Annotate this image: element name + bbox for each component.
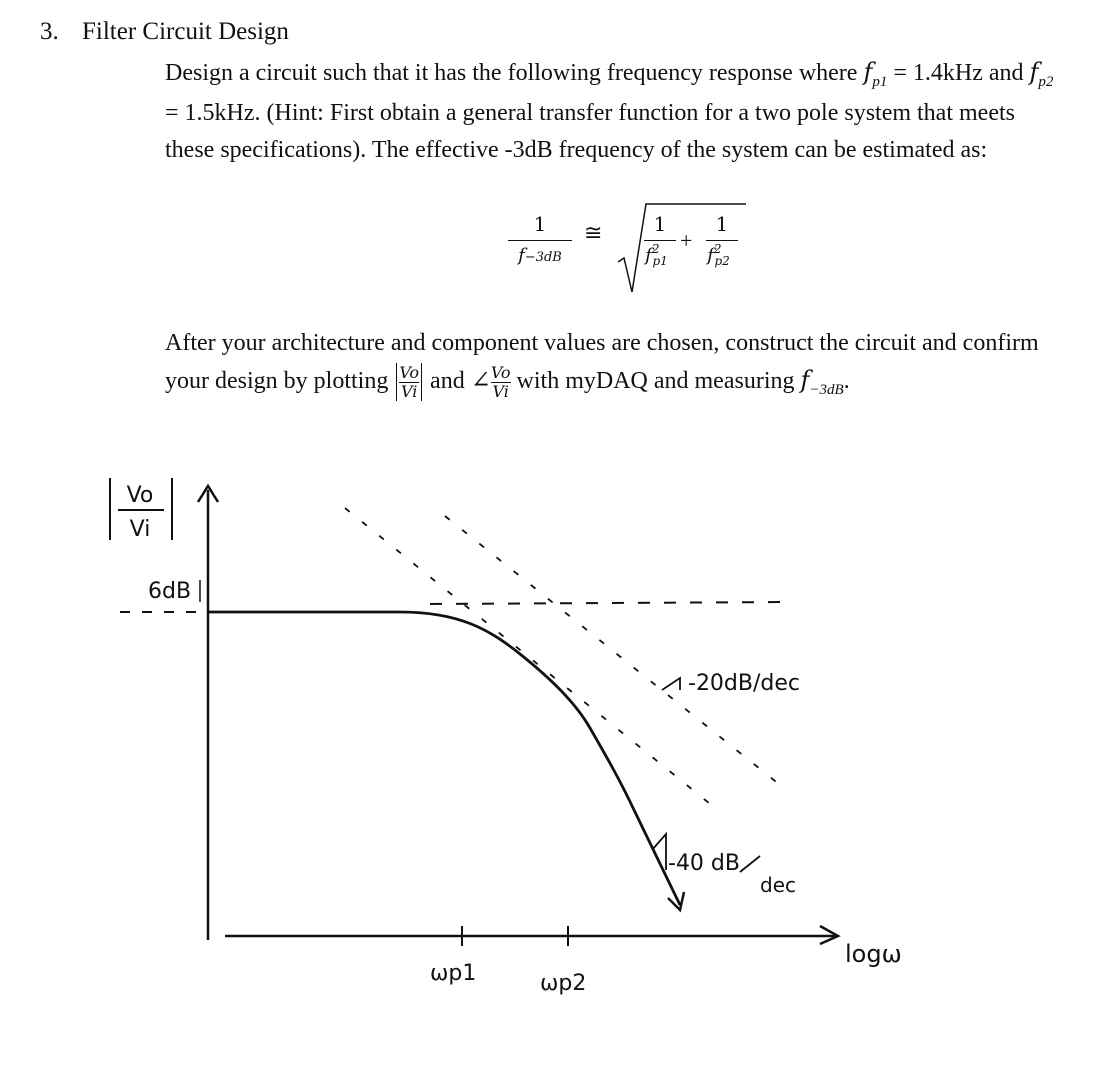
x-axis-label: logω — [845, 940, 902, 968]
term2-fraction — [706, 212, 738, 266]
paragraph-instructions — [165, 325, 1065, 403]
slope-20-asymptote-1 — [345, 508, 720, 812]
term2-sup: 2 — [713, 242, 722, 256]
problem-title: Filter Circuit Design — [82, 18, 289, 45]
y-axis-label — [110, 478, 172, 542]
magnitude-fraction: $\frac{Vo}{Vi}$ — [399, 362, 420, 401]
response-curve — [208, 612, 680, 905]
para2-and-angle: and ∠ — [424, 368, 491, 394]
f3db-formula — [500, 200, 760, 300]
fp1-subscript: p1 — [872, 74, 888, 90]
approx-sign: ≅ — [584, 220, 603, 245]
slope2-label: -40 dB — [668, 851, 740, 876]
term1-sub: p1 — [652, 254, 668, 268]
para2-text-a: After your architecture and component values are chosen, construct the circuit and confirm your design by plotting — [165, 330, 1039, 394]
plus-sign: + — [680, 228, 693, 253]
wp1-label: ωp1 — [430, 961, 477, 986]
term1-denominator: f — [645, 245, 652, 266]
slope2-unit: dec — [760, 873, 796, 897]
slope1-label: -20dB/dec — [688, 671, 800, 696]
lhs-denominator: f — [518, 245, 525, 266]
problem-number: 3. — [40, 18, 59, 45]
slope-20-asymptote-2 — [445, 516, 780, 785]
problem-heading — [40, 18, 289, 46]
term1-sup: 2 — [651, 242, 660, 256]
para2-text-b: with myDAQ and measuring — [510, 368, 801, 394]
y-label-denominator: Vi — [129, 517, 151, 542]
gain-asymptote-right — [430, 602, 790, 604]
lhs-numerator: 1 — [533, 212, 547, 236]
term1-fraction — [644, 212, 676, 266]
f3db-symbol: f — [800, 366, 810, 394]
slope1-marker — [662, 678, 680, 690]
paragraph-spec — [165, 54, 1065, 169]
phase-fraction: $\frac{Vo}{Vi}$ — [490, 362, 511, 401]
para1-text-a: Design a circuit such that it has the following frequency response where — [165, 60, 864, 86]
fp2-symbol: f — [1029, 58, 1039, 86]
para2-period: . — [843, 368, 850, 394]
fp2-subscript: p2 — [1038, 74, 1054, 90]
term2-denominator: f — [707, 245, 714, 266]
term2-numerator: 1 — [715, 212, 729, 236]
gain-label: 6dB — [148, 579, 192, 604]
wp2-label: ωp2 — [540, 971, 587, 996]
para1-text-b: and — [988, 60, 1030, 86]
fp1-value: = 1.4kHz — [887, 60, 983, 86]
f3db-subscript: −3dB — [809, 382, 844, 398]
bode-sketch — [0, 440, 1095, 1040]
fp2-value-and-hint: = 1.5kHz. (Hint: First obtain a general transfer function for a two pole system that meets these specifications). The effective -3dB frequency of the system can be estimated as: — [165, 100, 1015, 163]
term2-sub: p2 — [714, 254, 730, 268]
lhs-denominator-sub: −3dB — [524, 250, 562, 265]
term1-numerator: 1 — [653, 212, 667, 236]
lhs-fraction — [508, 212, 572, 266]
fp1-symbol: f — [863, 58, 873, 86]
y-label-numerator: Vo — [126, 483, 154, 508]
